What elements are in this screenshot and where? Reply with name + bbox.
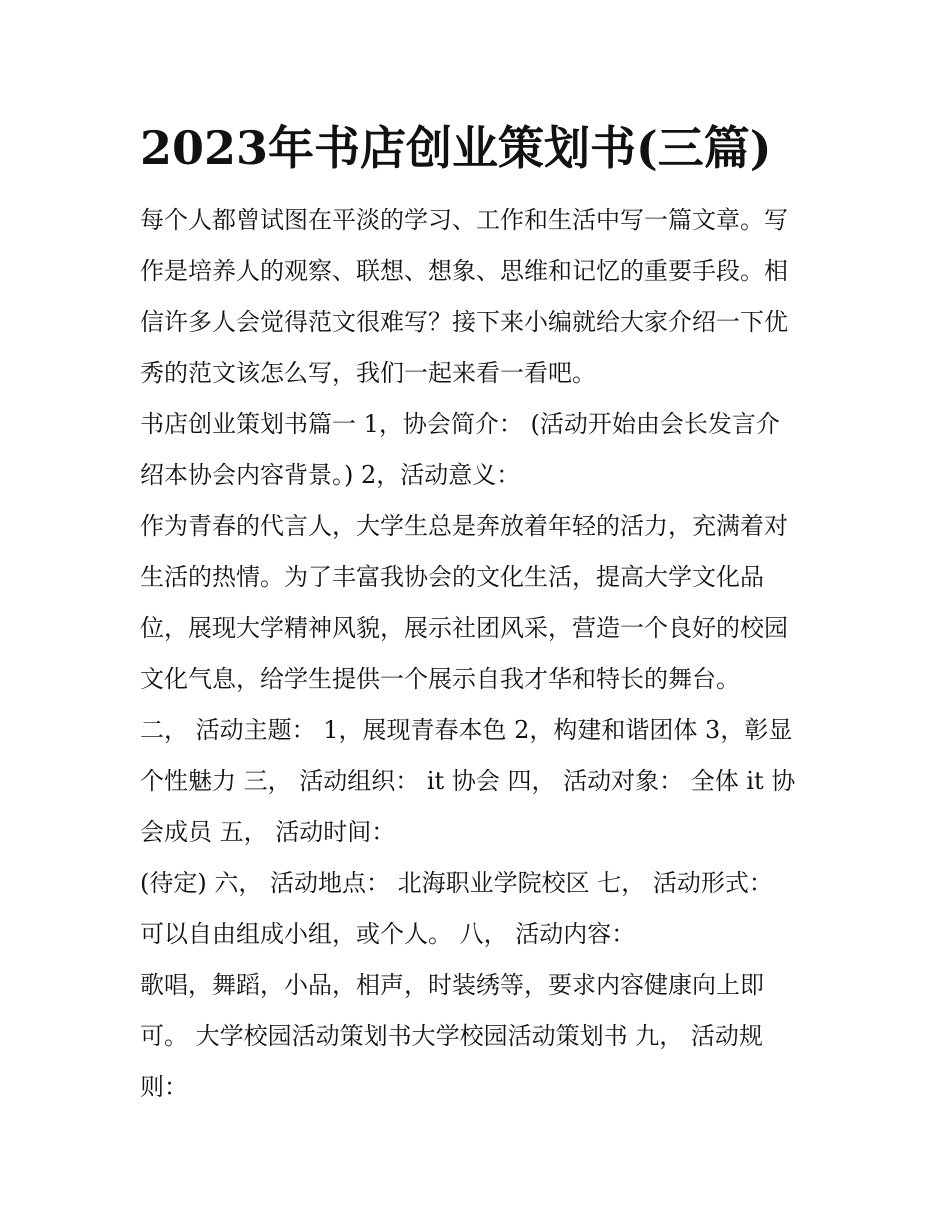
section-one-paragraph [140, 399, 820, 501]
text-line: 书店创业策划书篇一 1，协会简介： (活动开始由会长发言介 [140, 410, 780, 438]
text-line: 二， 活动主题： 1，展现青春本色 2，构建和谐团体 3，彰显 [140, 716, 793, 744]
content-paragraph [140, 960, 820, 1113]
text-line: 可。 大学校园活动策划书大学校园活动策划书 九， 活动规 [140, 1022, 763, 1050]
text-line: 会成员 五， 活动时间： [140, 818, 396, 846]
text-line: 歌唱，舞蹈，小品，相声，时装绣等，要求内容健康向上即 [140, 971, 764, 999]
location-paragraph [140, 858, 820, 960]
text-line: 每个人都曾试图在平淡的学习、工作和生活中写一篇文章。写 [140, 206, 788, 234]
text-line: 位，展现大学精神风貌，展示社团风采，营造一个良好的校园 [140, 614, 788, 642]
significance-paragraph [140, 501, 820, 705]
theme-paragraph [140, 705, 820, 858]
document-title: 2023年书店创业策划书(三篇) [140, 121, 772, 175]
text-line: 绍本协会内容背景。) 2，活动意义： [140, 461, 521, 489]
text-line: 秀的范文该怎么写，我们一起来看一看吧。 [140, 359, 596, 387]
text-line: (待定) 六， 活动地点： 北海职业学院校区 七， 活动形式： [140, 869, 773, 897]
text-line: 个性魅力 三， 活动组织： it 协会 四， 活动对象： 全体 it 协 [140, 767, 796, 795]
intro-paragraph [140, 195, 820, 399]
text-line: 生活的热情。为了丰富我协会的文化生活，提高大学文化品 [140, 563, 764, 591]
text-line: 作是培养人的观察、联想、想象、思维和记忆的重要手段。相 [140, 257, 788, 285]
text-line: 信许多人会觉得范文很难写？接下来小编就给大家介绍一下优 [140, 308, 788, 336]
text-line: 可以自由组成小组，或个人。 八， 活动内容： [140, 920, 636, 948]
text-line: 作为青春的代言人，大学生总是奔放着年轻的活力，充满着对 [140, 512, 788, 540]
text-line: 则： [140, 1073, 188, 1101]
text-line: 文化气息，给学生提供一个展示自我才华和特长的舞台。 [140, 665, 740, 693]
